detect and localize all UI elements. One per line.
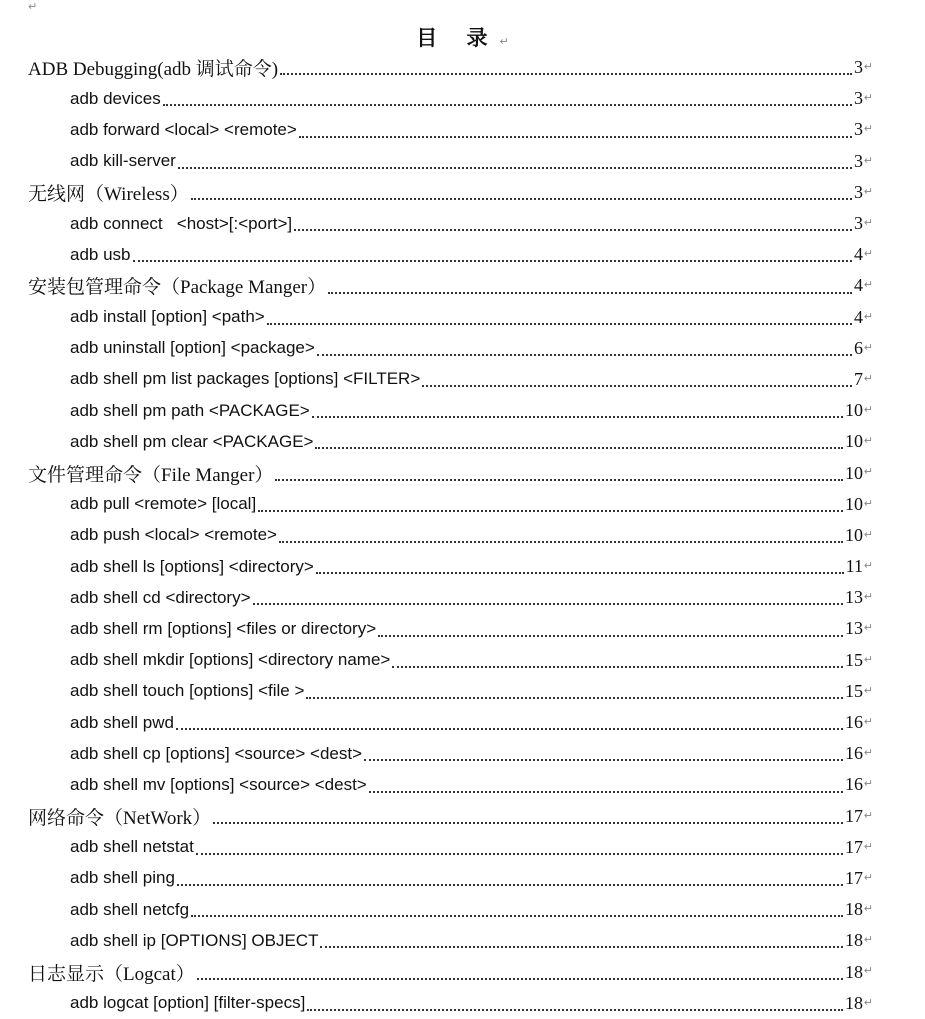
- dot-leader: [267, 323, 852, 325]
- dot-leader: [392, 666, 843, 668]
- toc-entry-title: adb shell pm clear <PACKAGE>: [70, 431, 314, 451]
- toc-page-number: 3: [854, 150, 863, 171]
- paragraph-mark-icon: ↵: [863, 683, 873, 697]
- dot-leader: [253, 603, 844, 605]
- dot-leader: [279, 541, 843, 543]
- toc-page-number: 3: [854, 119, 863, 140]
- toc-subsection-entry[interactable]: [0, 925, 925, 956]
- toc-entry-title: adb shell cd <directory>: [70, 587, 251, 607]
- toc-subsection-entry[interactable]: [0, 551, 925, 582]
- paragraph-mark-icon: ↵: [863, 995, 873, 1009]
- toc-page-number: 13: [845, 587, 863, 608]
- toc-subsection-entry[interactable]: [0, 114, 925, 145]
- toc-entry-title: adb shell ip [OPTIONS] OBJECT: [70, 930, 319, 950]
- toc-entry-title: adb shell mkdir [options] <directory name>: [70, 650, 391, 670]
- paragraph-mark-icon: ↵: [863, 184, 873, 198]
- toc-page-number: 13: [845, 618, 863, 639]
- toc-page-number: 3: [854, 57, 863, 78]
- paragraph-mark-icon: ↵: [863, 621, 873, 635]
- toc-entry-title: adb forward <local> <remote>: [70, 119, 297, 139]
- toc-subsection-entry[interactable]: [0, 395, 925, 426]
- paragraph-mark-icon: ↵: [863, 746, 873, 760]
- toc-subsection-entry[interactable]: [0, 520, 925, 551]
- paragraph-mark-icon: ↵: [863, 122, 873, 136]
- toc-subsection-entry[interactable]: [0, 645, 925, 676]
- paragraph-mark-icon: ↵: [863, 247, 873, 261]
- toc-page-number: 15: [845, 680, 863, 701]
- toc-section-entry[interactable]: [0, 801, 925, 832]
- toc-page-number: 4: [854, 244, 863, 265]
- dot-leader: [163, 104, 852, 106]
- dot-leader: [378, 635, 843, 637]
- toc-page-number: 10: [845, 462, 863, 483]
- paragraph-mark-icon: ↵: [863, 153, 873, 167]
- toc-page-number: 18: [845, 961, 863, 982]
- toc-entry-title: adb shell netstat: [70, 837, 194, 857]
- paragraph-mark-icon: ↵: [863, 839, 873, 853]
- paragraph-mark-icon: ↵: [863, 777, 873, 791]
- dot-leader: [317, 354, 852, 356]
- toc-subsection-entry[interactable]: [0, 208, 925, 239]
- paragraph-mark-icon: ↵: [863, 590, 873, 604]
- toc-entry-title: adb install [option] <path>: [70, 307, 265, 327]
- toc-entry-title: adb push <local> <remote>: [70, 525, 277, 545]
- dot-leader: [191, 915, 843, 917]
- dot-leader: [196, 853, 843, 855]
- paragraph-mark-icon: ↵: [28, 0, 38, 13]
- toc-entry-title: adb shell ls [options] <directory>: [70, 556, 314, 576]
- toc-page-number: 11: [845, 556, 863, 577]
- toc-page-number: 18: [845, 930, 863, 951]
- toc-subsection-entry[interactable]: [0, 863, 925, 894]
- toc-entry-title: adb shell ping: [70, 868, 175, 888]
- paragraph-mark-icon: ↵: [863, 465, 873, 479]
- dot-leader: [133, 260, 853, 262]
- toc-page-number: 6: [854, 337, 863, 358]
- toc-entry-title: adb connect <host>[:<port>]: [70, 213, 293, 233]
- toc-entry-title: 无线网（Wireless）: [28, 183, 189, 205]
- toc-entry-title: adb pull <remote> [local]: [70, 494, 257, 514]
- dot-leader: [197, 978, 843, 980]
- toc-page-number: 10: [845, 493, 863, 514]
- dot-leader: [364, 759, 843, 761]
- paragraph-mark-icon: ↵: [863, 870, 873, 884]
- toc-subsection-entry[interactable]: [0, 239, 925, 270]
- toc-page-number: 10: [845, 400, 863, 421]
- toc-entry-title: adb usb: [70, 244, 131, 264]
- paragraph-mark-icon: ↵: [863, 933, 873, 947]
- toc-page-number: 7: [854, 368, 863, 389]
- paragraph-mark-icon: ↵: [863, 559, 873, 572]
- toc-section-entry[interactable]: [0, 956, 925, 987]
- toc-page-number: 10: [845, 431, 863, 452]
- toc-page-number: 4: [854, 275, 863, 296]
- paragraph-mark-icon: ↵: [863, 652, 873, 666]
- toc-subsection-entry[interactable]: [0, 707, 925, 738]
- paragraph-mark-icon: ↵: [863, 496, 873, 510]
- dot-leader: [315, 447, 843, 449]
- toc-subsection-entry[interactable]: [0, 894, 925, 925]
- toc-entry-title: adb shell pm path <PACKAGE>: [70, 400, 310, 420]
- paragraph-mark-icon: ↵: [863, 215, 873, 229]
- paragraph-mark-icon: ↵: [863, 434, 873, 448]
- dot-leader: [176, 728, 843, 730]
- toc-entry-title: adb kill-server: [70, 151, 176, 171]
- paragraph-mark-icon: ↵: [863, 714, 873, 728]
- toc-page-number: 10: [845, 524, 863, 545]
- paragraph-mark-icon: ↵: [863, 91, 873, 105]
- toc-subsection-entry[interactable]: [0, 83, 925, 114]
- paragraph-mark-icon: ↵: [863, 403, 873, 417]
- toc-entry-title: adb shell mv [options] <source> <dest>: [70, 774, 367, 794]
- dot-leader: [280, 73, 852, 75]
- toc-entry-title: 文件管理命令（File Manger）: [28, 464, 274, 486]
- dot-leader: [299, 136, 852, 138]
- dot-leader: [307, 1009, 843, 1011]
- toc-subsection-entry[interactable]: [0, 146, 925, 177]
- toc-subsection-entry[interactable]: [0, 738, 925, 769]
- toc-subsection-entry[interactable]: [0, 676, 925, 707]
- toc-subsection-entry[interactable]: [0, 364, 925, 395]
- toc-page-number: 3: [854, 88, 863, 109]
- dot-leader: [369, 791, 843, 793]
- toc-page-number: 16: [845, 774, 863, 795]
- paragraph-mark-icon: ↵: [863, 964, 873, 978]
- toc-page-number: 16: [845, 712, 863, 733]
- paragraph-mark-icon: ↵: [863, 527, 873, 541]
- toc-page-number: 15: [845, 649, 863, 670]
- paragraph-mark-icon: ↵: [863, 309, 873, 323]
- dot-leader: [213, 822, 843, 824]
- toc-section-entry[interactable]: [0, 52, 925, 83]
- dot-leader: [312, 416, 843, 418]
- toc-section-entry[interactable]: [0, 270, 925, 301]
- toc-heading: [0, 22, 925, 52]
- toc-page-number: 18: [845, 899, 863, 920]
- toc-subsection-entry[interactable]: [0, 333, 925, 364]
- dot-leader: [178, 167, 852, 169]
- toc-entry-title: ADB Debugging(adb 调试命令): [28, 59, 279, 81]
- paragraph-mark-icon: ↵: [863, 278, 873, 292]
- paragraph-mark-icon: ↵: [499, 35, 509, 48]
- toc-page-number: 4: [854, 306, 863, 327]
- table-of-contents: [0, 52, 925, 1019]
- toc-page-number: 3: [854, 213, 863, 234]
- dot-leader: [275, 479, 843, 481]
- paragraph-mark-icon: ↵: [863, 371, 873, 385]
- toc-subsection-entry[interactable]: [0, 988, 925, 1019]
- dot-leader: [306, 697, 843, 699]
- toc-subsection-entry[interactable]: [0, 582, 925, 613]
- dot-leader: [258, 510, 843, 512]
- dot-leader: [294, 229, 852, 231]
- dot-leader: [191, 198, 852, 200]
- toc-page-number: 17: [845, 805, 863, 826]
- toc-page-number: 17: [845, 836, 863, 857]
- toc-page-number: 18: [845, 992, 863, 1013]
- dot-leader: [328, 292, 852, 294]
- dot-leader: [320, 946, 843, 948]
- toc-subsection-entry[interactable]: [0, 489, 925, 520]
- toc-entry-title: adb uninstall [option] <package>: [70, 338, 315, 358]
- paragraph-mark-icon: ↵: [863, 340, 873, 354]
- toc-page-number: 17: [845, 867, 863, 888]
- toc-entry-title: 日志显示（Logcat）: [28, 963, 195, 985]
- toc-entry-title: adb shell netcfg: [70, 899, 190, 919]
- toc-page-number: 16: [845, 743, 863, 764]
- dot-leader: [177, 884, 843, 886]
- toc-entry-title: adb shell pwd: [70, 712, 174, 732]
- toc-subsection-entry[interactable]: [0, 613, 925, 644]
- toc-section-entry[interactable]: [0, 457, 925, 488]
- toc-entry-title: 网络命令（NetWork）: [28, 807, 212, 829]
- toc-subsection-entry[interactable]: [0, 426, 925, 457]
- paragraph-mark-icon: ↵: [863, 60, 873, 73]
- toc-entry-title: adb shell rm [options] <files or directory>: [70, 618, 377, 638]
- paragraph-mark-icon: ↵: [863, 902, 873, 916]
- toc-entry-title: adb shell pm list packages [options] <FILTER>: [70, 369, 421, 389]
- toc-title: 目 录: [416, 26, 500, 50]
- dot-leader: [316, 572, 844, 574]
- toc-entry-title: 安装包管理命令（Package Manger）: [28, 277, 327, 299]
- toc-subsection-entry[interactable]: [0, 302, 925, 333]
- toc-subsection-entry[interactable]: [0, 769, 925, 800]
- toc-page-number: 3: [854, 181, 863, 202]
- toc-section-entry[interactable]: [0, 177, 925, 208]
- toc-entry-title: adb logcat [option] [filter-specs]: [70, 993, 306, 1013]
- paragraph-mark-icon: ↵: [863, 808, 873, 822]
- dot-leader: [422, 385, 852, 387]
- toc-entry-title: adb devices: [70, 88, 161, 108]
- toc-entry-title: adb shell touch [options] <file >: [70, 681, 305, 701]
- toc-entry-title: adb shell cp [options] <source> <dest>: [70, 743, 363, 763]
- toc-subsection-entry[interactable]: [0, 832, 925, 863]
